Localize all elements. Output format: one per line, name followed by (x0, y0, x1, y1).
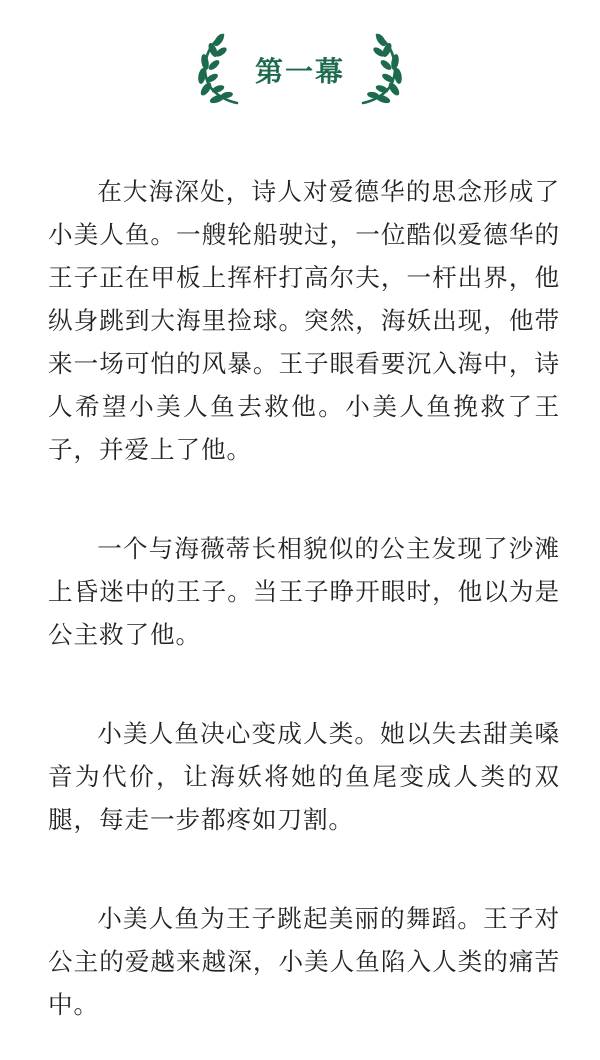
section-header (0, 30, 600, 110)
page-title: 第一幕 (254, 55, 345, 88)
laurel-wreath-right-icon (357, 31, 407, 109)
article-body (0, 170, 600, 1026)
paragraph: 在大海深处，诗人对爱德华的思念形成了小美人鱼。一艘轮船驶过，一位酷似爱德华的王子正在甲板上挥杆打高尔夫，一杆出界，他纵身跳到大海里捡球。突然，海妖出现，他带来一场可怕的风暴。王子眼看要沉入海中，诗人希望小美人鱼去救他。小美人鱼挽救了王子，并爱上了他。 (48, 177, 560, 464)
paragraph: 一个与海薇蒂长相貌似的公主发现了沙滩上昏迷中的王子。当王子睁开眼时，他以为是公主救了他。 (48, 534, 560, 649)
paragraph: 小美人鱼决心变成人类。她以失去甜美嗓音为代价，让海妖将她的鱼尾变成人类的双腿，每走一步都疼如刀割。 (48, 719, 560, 834)
laurel-wreath-left-icon (193, 31, 243, 109)
paragraph: 小美人鱼为王子跳起美丽的舞蹈。王子对公主的爱越来越深，小美人鱼陷入人类的痛苦中。 (48, 904, 560, 1019)
